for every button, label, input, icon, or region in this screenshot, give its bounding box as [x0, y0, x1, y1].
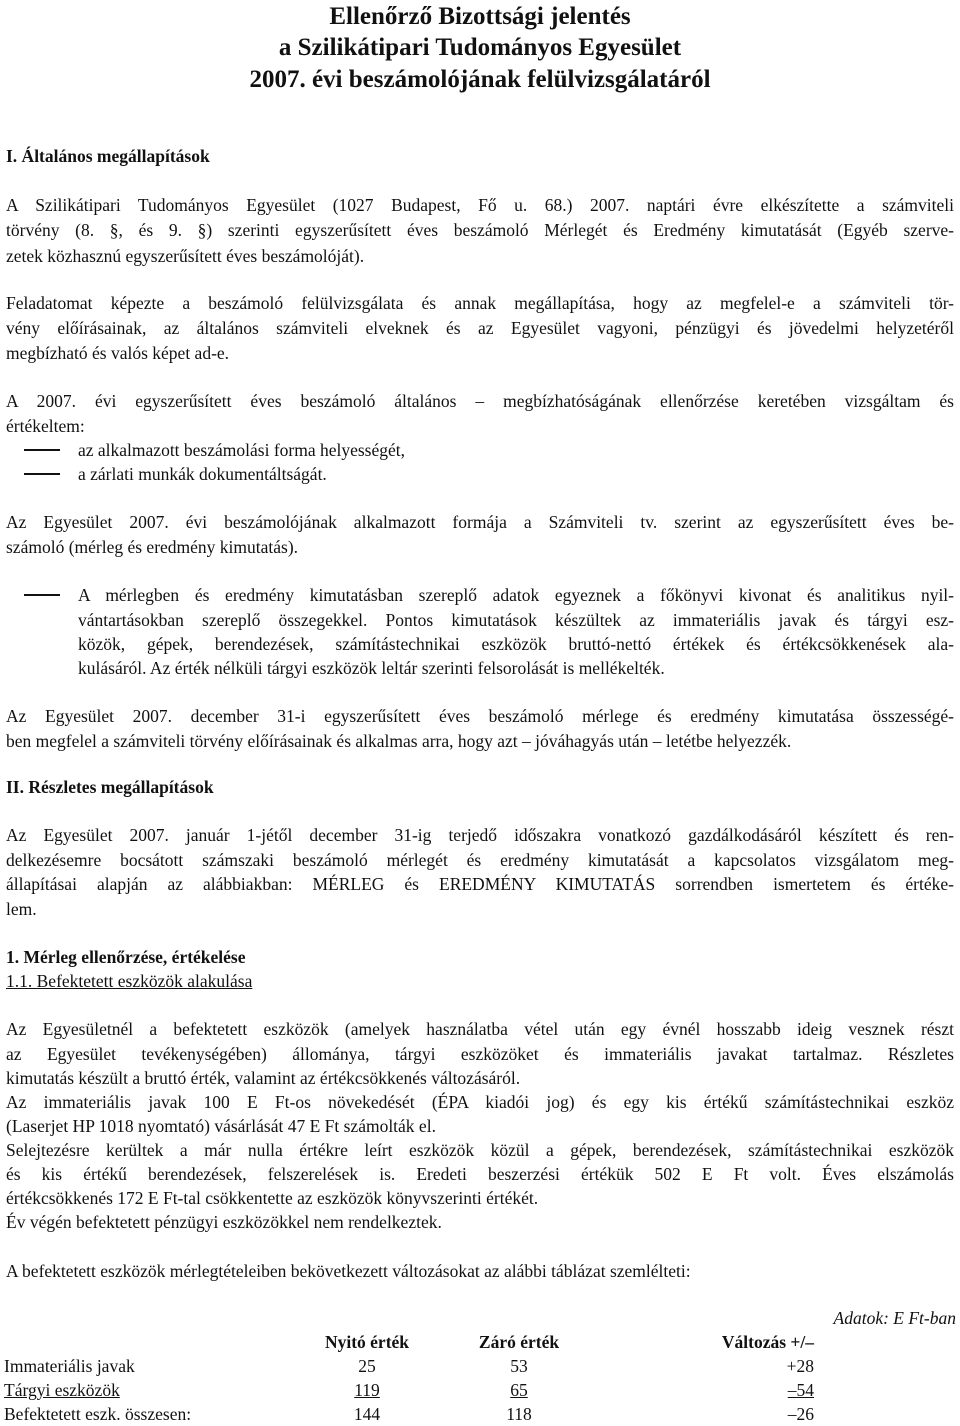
- bullet-dash: [24, 449, 60, 451]
- s1-p2-line-2: vény előírásainak, az általános számviteli elveknek és az Egyesület vagyoni, pénzügyi és jövedelmi helyzetéről: [6, 318, 954, 338]
- s2-p6: A befektetett eszközök mérlegtételeiben bekövetkezett változásokat az alábbi táblázat szemlélteti:: [6, 1261, 691, 1281]
- s2-p4-line-2: és kis értékű berendezések, felszerelések is. Eredeti beszerzési értékük 502 E Ft volt. Éves elszámolás: [6, 1164, 954, 1184]
- s1-p5-line-3: közök, gépek, berendezések, számítástechnikai eszközök bruttó-nettó értékek és értékcsökkenések ala-: [78, 634, 954, 654]
- s1-p4-line-2: számoló (mérleg és eredmény kimutatás).: [6, 537, 299, 557]
- table-row: [4, 1402, 814, 1426]
- table-header-cell: [4, 1330, 284, 1354]
- bullet-item-1: az alkalmazott beszámolási forma helyességét,: [78, 440, 406, 460]
- bullet-dash: [24, 594, 60, 596]
- table-header-cell: Változás +/–: [721, 1332, 814, 1352]
- s1-p4-line-1: Az Egyesület 2007. évi beszámolójának alkalmazott formája a Számviteli tv. szerint az egyszerűsített éves be-: [6, 512, 954, 532]
- s1-p2-line-3: megbízható és valós képet ad-e.: [6, 343, 230, 363]
- subsubsection-heading: 1.1. Befektetett eszközök alakulása: [6, 971, 253, 991]
- s2-p1-line-4: lem.: [6, 899, 37, 919]
- s2-p1-line-1: Az Egyesület 2007. január 1-jétől december 31-ig terjedő időszakra vonatkozó gazdálkodásáról készített és ren-: [6, 825, 954, 845]
- s1-p5-line-2: vántartásokban szereplő összegekkel. Pontos kimutatások készültek az immateriális javak és tárgyi esz-: [78, 610, 954, 630]
- s2-p3-line-2: (Laserjet HP 1018 nyomtató) vásárlását 47 E Ft számolták el.: [6, 1116, 436, 1136]
- bullet-dash: [24, 473, 60, 475]
- subsection-heading: 1. Mérleg ellenőrzése, értékelése: [6, 947, 246, 967]
- s1-p3-line-1: A 2007. évi egyszerűsített éves beszámoló általános – megbízhatóságának ellenőrzése keretében vizsgáltam és: [6, 391, 954, 411]
- table-header-row: [4, 1330, 814, 1354]
- row-change-value: –54: [787, 1380, 814, 1400]
- row-open-value: 144: [353, 1404, 381, 1424]
- bullet-item-2: a zárlati munkák dokumentáltságát.: [78, 464, 327, 484]
- assets-table: [4, 1330, 814, 1426]
- s2-p2-line-2: az Egyesület tevékenységében) állománya, tárgyi eszközöket és immateriális javakat tartalmaz. Részletes: [6, 1044, 954, 1064]
- table-unit-note: Adatok: E Ft-ban: [833, 1308, 956, 1328]
- row-change-value: –26: [787, 1404, 814, 1424]
- row-close-value: 53: [510, 1356, 528, 1376]
- row-change-value: +28: [786, 1356, 814, 1376]
- section-2-heading: II. Részletes megállapítások: [6, 777, 214, 797]
- s2-p2-line-1: Az Egyesületnél a befektetett eszközök (amelyek használatba vétel után egy évnél hosszabb ideig vesznek részt: [6, 1019, 954, 1039]
- s2-p4-line-3: értékcsökkenés 172 E Ft-tal csökkentette az eszközök könyvszerinti értékét.: [6, 1188, 539, 1208]
- row-close-value: 118: [506, 1404, 532, 1424]
- row-open-value: 119: [354, 1380, 380, 1400]
- s1-p3-line-2: értékeltem:: [6, 416, 85, 436]
- s2-p4-line-1: Selejtezésre kerültek a már nulla értékre leírt eszközök közül a gépek, berendezések, számítástechnikai eszközök: [6, 1140, 954, 1160]
- s2-p2-line-3: kimutatás készült a bruttó érték, valamint az értékcsökkenés változásáról.: [6, 1068, 521, 1088]
- s1-p5-line-1: A mérlegben és eredmény kimutatásban szereplő adatok egyeznek a főkönyvi kivonat és analitikus nyil-: [78, 585, 954, 605]
- s1-p1-line-2: törvény (8. §, és 9. §) szerinti egyszerűsített éves beszámoló Mérlegét és Eredmény kimutatását (Egyéb szerve-: [6, 220, 954, 240]
- table-row: [4, 1378, 814, 1402]
- title-line-2: a Szilikátipari Tudományos Egyesület: [278, 34, 682, 61]
- s1-p1-line-1: A Szilikátipari Tudományos Egyesület (1027 Budapest, Fő u. 68.) 2007. naptári évre elkészítette a számviteli: [6, 195, 954, 215]
- s2-p1-line-3: állapításai alapján az alábbiakban: MÉRLEG és EREDMÉNY KIMUTATÁS sorrendben ismertetem és értéke-: [6, 874, 954, 894]
- s2-p5: Év végén befektetett pénzügyi eszközökkel nem rendelkeztek.: [6, 1212, 442, 1232]
- table-header-cell: Záró érték: [478, 1332, 560, 1352]
- title-line-3: 2007. évi beszámolójának felülvizsgálatáról: [249, 66, 711, 93]
- s1-p5-line-4: kulásáról. Az érték nélküli tárgyi eszközök leltár szerinti felsorolását is mellékelték.: [78, 658, 665, 678]
- title-line-1: Ellenőrző Bizottsági jelentés: [329, 3, 631, 30]
- s1-p6-line-2: ben megfelel a számviteli törvény előírásainak és alkalmas arra, hogy azt – jóváhagyás után – letétbe helyezzék.: [6, 731, 792, 751]
- row-open-value: 25: [358, 1356, 376, 1376]
- row-label: Tárgyi eszközök: [4, 1380, 120, 1400]
- section-1-heading: I. Általános megállapítások: [6, 146, 210, 166]
- row-label: Befektetett eszk. összesen:: [4, 1404, 192, 1424]
- s1-p1-line-3: zetek közhasznú egyszerűsített éves beszámolóját).: [6, 246, 365, 266]
- s1-p6-line-1: Az Egyesület 2007. december 31-i egyszerűsített éves beszámoló mérlege és eredmény kimutatása összességé-: [6, 706, 954, 726]
- table-row: [4, 1354, 814, 1378]
- s1-p2-line-1: Feladatomat képezte a beszámoló felülvizsgálata és annak megállapítása, hogy az megfelel-e a számviteli tör-: [6, 293, 954, 313]
- s2-p3-line-1: Az immateriális javak 100 E Ft-os növekedését (ÉPA kiadói jog) és egy kis értékű számítástechnikai eszköz: [6, 1092, 954, 1112]
- table-header-cell: Nyitó érték: [324, 1332, 410, 1352]
- row-close-value: 65: [510, 1380, 528, 1400]
- s2-p1-line-2: delkezésemre bocsátott számszaki beszámoló mérlegét és eredmény kimutatását a kapcsolatos vizsgálatom meg-: [6, 850, 954, 870]
- row-label: Immateriális javak: [4, 1356, 135, 1376]
